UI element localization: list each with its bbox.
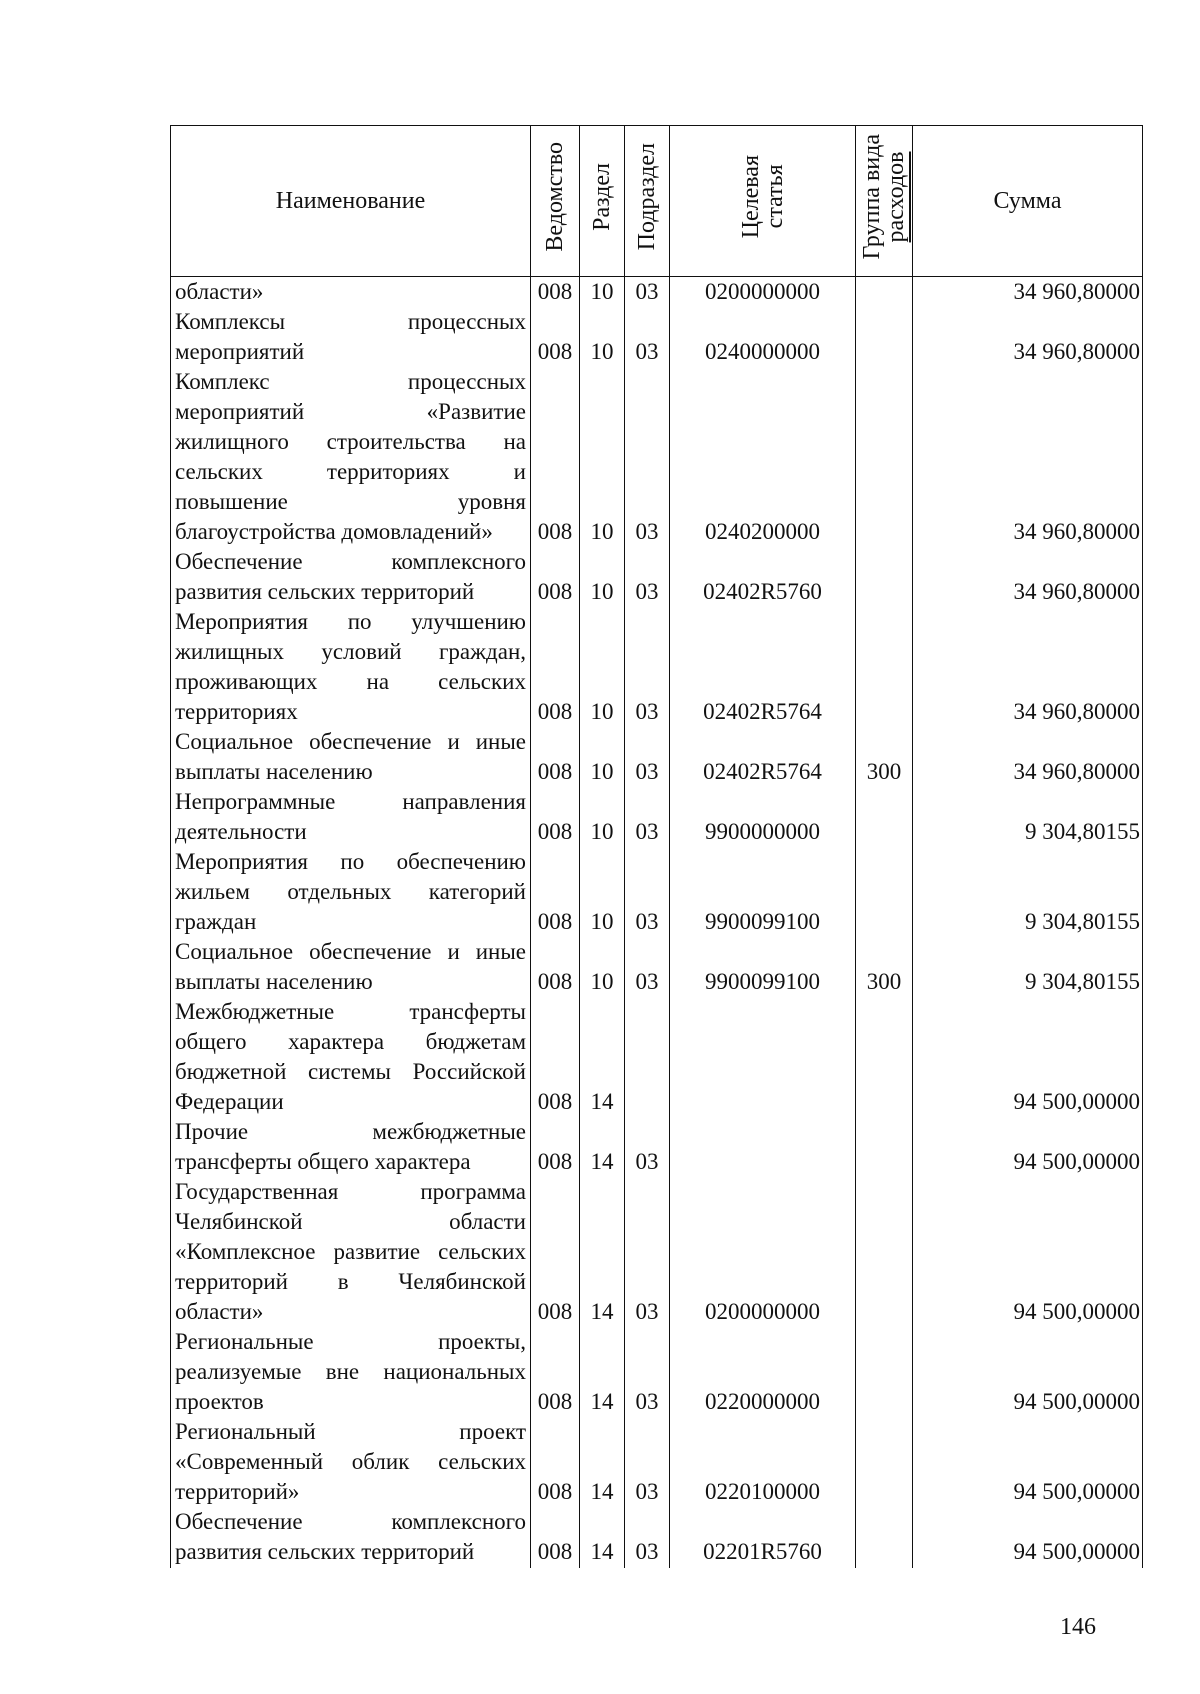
cell-gruppa	[856, 307, 913, 367]
cell-vedomstvo: 008	[531, 1177, 580, 1327]
table-row	[171, 787, 1143, 847]
cell-gruppa	[856, 997, 913, 1117]
cell-gruppa	[856, 847, 913, 937]
budget-table	[170, 125, 1143, 1568]
cell-celevaya-statya: 0220100000	[670, 1417, 856, 1507]
table-row	[171, 1117, 1143, 1177]
cell-summa: 94 500,00000	[913, 1507, 1143, 1568]
cell-summa: 94 500,00000	[913, 1177, 1143, 1327]
cell-name: области»	[171, 277, 531, 308]
cell-celevaya-statya: 9900099100	[670, 937, 856, 997]
cell-podrazdel: 03	[625, 307, 670, 367]
cell-vedomstvo: 008	[531, 997, 580, 1117]
header-gruppa-vida-rashodov	[856, 126, 913, 277]
table-row	[171, 1507, 1143, 1568]
cell-gruppa	[856, 547, 913, 607]
cell-vedomstvo: 008	[531, 787, 580, 847]
cell-name: Обеспечение комплексного развития сельских территорий	[171, 1507, 531, 1568]
cell-celevaya-statya: 0240200000	[670, 367, 856, 547]
cell-vedomstvo: 008	[531, 307, 580, 367]
cell-podrazdel: 03	[625, 1117, 670, 1177]
cell-name: Государственная программа Челябинской области «Комплексное развитие сельских территорий в Челябинской области»	[171, 1177, 531, 1327]
cell-summa: 34 960,80000	[913, 727, 1143, 787]
cell-razdel: 10	[580, 547, 625, 607]
cell-podrazdel	[625, 997, 670, 1117]
header-celevaya-statya	[670, 126, 856, 277]
table-row	[171, 307, 1143, 367]
cell-summa: 94 500,00000	[913, 1417, 1143, 1507]
cell-razdel: 10	[580, 787, 625, 847]
cell-razdel: 14	[580, 1417, 625, 1507]
cell-name: Мероприятия по улучшению жилищных условий граждан, проживающих на сельских территориях	[171, 607, 531, 727]
table-row	[171, 607, 1143, 727]
cell-gruppa	[856, 367, 913, 547]
cell-vedomstvo: 008	[531, 727, 580, 787]
cell-name: Социальное обеспечение и иные выплаты населению	[171, 727, 531, 787]
cell-razdel: 10	[580, 937, 625, 997]
cell-name: Обеспечение комплексного развития сельских территорий	[171, 547, 531, 607]
cell-podrazdel: 03	[625, 727, 670, 787]
cell-gruppa	[856, 1117, 913, 1177]
cell-celevaya-statya: 0200000000	[670, 277, 856, 308]
cell-summa: 94 500,00000	[913, 1117, 1143, 1177]
cell-razdel: 10	[580, 847, 625, 937]
table-row	[171, 367, 1143, 547]
header-vedomstvo: Ведомство	[531, 126, 580, 277]
cell-razdel: 14	[580, 1117, 625, 1177]
cell-summa: 34 960,80000	[913, 607, 1143, 727]
cell-celevaya-statya	[670, 997, 856, 1117]
cell-name: Непрограммные направления деятельности	[171, 787, 531, 847]
cell-celevaya-statya: 9900000000	[670, 787, 856, 847]
cell-celevaya-statya: 02201R5760	[670, 1507, 856, 1568]
cell-vedomstvo: 008	[531, 1417, 580, 1507]
cell-summa: 9 304,80155	[913, 937, 1143, 997]
table-row	[171, 277, 1143, 308]
cell-vedomstvo: 008	[531, 367, 580, 547]
cell-name: Мероприятия по обеспечению жильем отдельных категорий граждан	[171, 847, 531, 937]
cell-podrazdel: 03	[625, 607, 670, 727]
header-celevaya-line2: статья	[761, 165, 788, 229]
cell-celevaya-statya	[670, 1117, 856, 1177]
cell-podrazdel: 03	[625, 277, 670, 308]
cell-celevaya-statya: 9900099100	[670, 847, 856, 937]
header-gruppa-line1: Группа вида	[859, 134, 885, 260]
page-number: 146	[1060, 1614, 1096, 1640]
header-celevaya-line1: Целевая	[737, 155, 764, 239]
cell-vedomstvo: 008	[531, 607, 580, 727]
cell-celevaya-statya: 0220000000	[670, 1327, 856, 1417]
cell-name: Межбюджетные трансферты общего характера бюджетам бюджетной системы Российской Федерации	[171, 997, 531, 1117]
table-row	[171, 1327, 1143, 1417]
cell-name: Комплексы процессных мероприятий	[171, 307, 531, 367]
cell-razdel: 10	[580, 307, 625, 367]
cell-razdel: 14	[580, 1327, 625, 1417]
cell-summa: 94 500,00000	[913, 1327, 1143, 1417]
table-row	[171, 937, 1143, 997]
table-row	[171, 847, 1143, 937]
cell-celevaya-statya: 02402R5764	[670, 727, 856, 787]
table-row	[171, 1417, 1143, 1507]
cell-name: Комплекс процессных мероприятий «Развитие жилищного строительства на сельских территориях и повышение уровня благоустройства домовладений»	[171, 367, 531, 547]
cell-summa: 34 960,80000	[913, 277, 1143, 308]
cell-gruppa	[856, 1327, 913, 1417]
table-row	[171, 727, 1143, 787]
cell-vedomstvo: 008	[531, 1327, 580, 1417]
cell-celevaya-statya: 0200000000	[670, 1177, 856, 1327]
cell-summa: 34 960,80000	[913, 307, 1143, 367]
cell-razdel: 10	[580, 727, 625, 787]
cell-razdel: 14	[580, 1507, 625, 1568]
cell-vedomstvo: 008	[531, 1117, 580, 1177]
cell-podrazdel: 03	[625, 547, 670, 607]
cell-name: Прочие межбюджетные трансферты общего характера	[171, 1117, 531, 1177]
cell-razdel: 10	[580, 367, 625, 547]
header-gruppa-line2: расходов	[883, 151, 909, 243]
cell-razdel: 14	[580, 997, 625, 1117]
cell-celevaya-statya: 02402R5760	[670, 547, 856, 607]
cell-summa: 34 960,80000	[913, 547, 1143, 607]
cell-gruppa: 300	[856, 727, 913, 787]
cell-summa: 34 960,80000	[913, 367, 1143, 547]
cell-vedomstvo: 008	[531, 547, 580, 607]
cell-name: Региональный проект «Современный облик сельских территорий»	[171, 1417, 531, 1507]
cell-celevaya-statya: 0240000000	[670, 307, 856, 367]
cell-summa: 94 500,00000	[913, 997, 1143, 1117]
table-row	[171, 1177, 1143, 1327]
cell-razdel: 10	[580, 607, 625, 727]
cell-gruppa	[856, 1177, 913, 1327]
table-body	[171, 277, 1143, 1568]
cell-celevaya-statya: 02402R5764	[670, 607, 856, 727]
cell-podrazdel: 03	[625, 937, 670, 997]
header-summa: Сумма	[913, 126, 1143, 277]
cell-gruppa: 300	[856, 937, 913, 997]
cell-podrazdel: 03	[625, 1327, 670, 1417]
header-podrazdel: Подраздел	[625, 126, 670, 277]
cell-gruppa	[856, 607, 913, 727]
cell-podrazdel: 03	[625, 367, 670, 547]
header-razdel: Раздел	[580, 126, 625, 277]
cell-podrazdel: 03	[625, 1507, 670, 1568]
cell-podrazdel: 03	[625, 1177, 670, 1327]
cell-gruppa	[856, 277, 913, 308]
cell-name: Региональные проекты, реализуемые вне национальных проектов	[171, 1327, 531, 1417]
cell-vedomstvo: 008	[531, 1507, 580, 1568]
cell-name: Социальное обеспечение и иные выплаты населению	[171, 937, 531, 997]
cell-gruppa	[856, 787, 913, 847]
table-row	[171, 997, 1143, 1117]
cell-vedomstvo: 008	[531, 847, 580, 937]
cell-gruppa	[856, 1507, 913, 1568]
cell-podrazdel: 03	[625, 787, 670, 847]
cell-gruppa	[856, 1417, 913, 1507]
table-row	[171, 547, 1143, 607]
cell-summa: 9 304,80155	[913, 787, 1143, 847]
cell-podrazdel: 03	[625, 847, 670, 937]
cell-razdel: 10	[580, 277, 625, 308]
cell-vedomstvo: 008	[531, 277, 580, 308]
cell-summa: 9 304,80155	[913, 847, 1143, 937]
cell-vedomstvo: 008	[531, 937, 580, 997]
header-name: Наименование	[171, 126, 531, 277]
table-header-row	[171, 126, 1143, 277]
cell-razdel: 14	[580, 1177, 625, 1327]
cell-podrazdel: 03	[625, 1417, 670, 1507]
